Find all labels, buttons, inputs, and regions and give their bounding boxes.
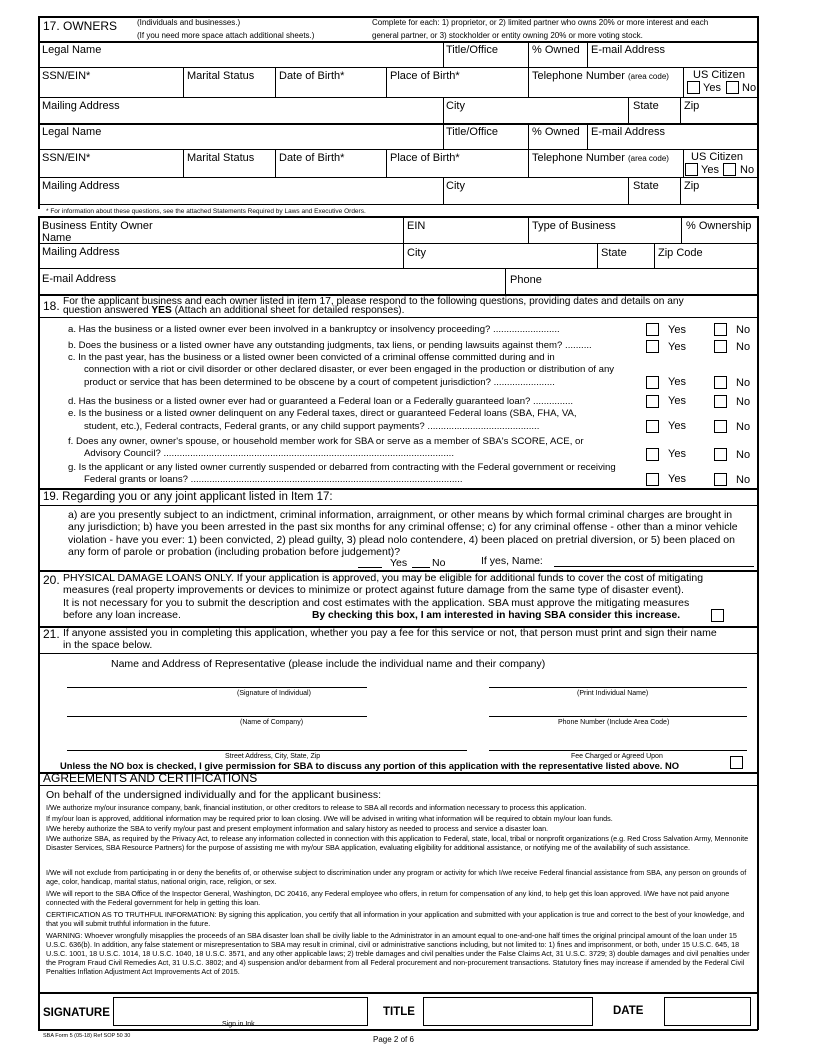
- s20-line-2: measures (real property improvements or devices to minimize or protect against future damage from the same type of disaster event).: [63, 584, 684, 597]
- s18-question-g: g. Is the applicant or any listed owner currently suspended or debarred from contracting with the Federal government or receiving: [68, 462, 616, 473]
- s18d-yes-checkbox[interactable]: [646, 395, 659, 408]
- phone-field[interactable]: [532, 70, 669, 83]
- s18-intro-2: question answered YES (Attach an additional sheet for detailed responses).: [63, 305, 405, 316]
- title-input[interactable]: [423, 997, 593, 1026]
- owners-note: Complete for each: 1) proprietor, or 2) limited partner who owns 20% or more interest and each: [372, 18, 709, 27]
- s18d-no-checkbox[interactable]: [714, 395, 727, 408]
- s18e-yes-checkbox[interactable]: [646, 420, 659, 433]
- entity-type-field[interactable]: Type of Business: [532, 220, 616, 232]
- s18a-no-label: No: [736, 324, 751, 336]
- entity-owner-name-line1: Business Entity Owner: [42, 220, 153, 232]
- s19-line-2: any jurisdiction; b) have you been arrested in the past six months for any criminal offense; c) for any criminal offense - other than a minor vehicle: [68, 521, 738, 534]
- s21-rep-heading: Name and Address of Representative (please include the individual name and their company): [111, 658, 546, 670]
- entity-mailing-field[interactable]: Mailing Address: [42, 246, 120, 258]
- rep-phone-caption: Phone Number (Include Area Code): [558, 719, 670, 726]
- phone-hint-2: (area code): [628, 154, 669, 163]
- s18-question-e: e. Is the business or a listed owner delinquent on any Federal taxes, direct or guaranteed Federal loans (SBA, FHA, VA,: [68, 408, 577, 419]
- dob-field[interactable]: Date of Birth*: [279, 70, 345, 82]
- us-citizen-label-2: US Citizen: [691, 151, 743, 163]
- title-label: TITLE: [383, 1006, 415, 1018]
- agreements-behalf: On behalf of the undersigned individually and for the applicant business:: [46, 789, 382, 801]
- agreements-title: AGREEMENTS AND CERTIFICATIONS: [43, 771, 258, 785]
- s18b-yes-label: Yes: [668, 341, 686, 353]
- phone-field-2[interactable]: [532, 152, 669, 165]
- entity-state-field[interactable]: State: [601, 247, 627, 259]
- s19-title: 19. Regarding you or any joint applicant listed in Item 17:: [43, 491, 333, 503]
- s18-intro: For the applicant business and each owner listed in item 17, please respond to the following questions, providing dates and details on any: [63, 296, 684, 307]
- s18a-no-checkbox[interactable]: [714, 323, 727, 336]
- s18-question-d: d. Has the business or a listed owner ever had or guaranteed a Federal loan or a Federally guaranteed loan? ...............: [68, 396, 574, 407]
- rep-signature-line[interactable]: [67, 687, 367, 688]
- us-citizen-yes-checkbox-2[interactable]: [685, 163, 698, 176]
- s18-question-c-3: product or service that has been determined to be obscene by a court of competent jurisdiction? .......................: [84, 377, 555, 388]
- rep-print-name-caption: (Print Individual Name): [577, 690, 649, 697]
- pob-field[interactable]: Place of Birth*: [390, 70, 460, 82]
- pob-field-2[interactable]: Place of Birth*: [390, 152, 460, 164]
- rep-phone-line[interactable]: [489, 716, 747, 717]
- entity-owner-name-line2: Name: [42, 232, 72, 244]
- city-field[interactable]: City: [446, 100, 465, 112]
- s18c-no-checkbox[interactable]: [714, 376, 727, 389]
- agreement-p3: I/We hereby authorize the SBA to verify my/our past and present employment information and salary history as needed to process and service a disaster loan.: [46, 824, 549, 833]
- us-citizen-no-checkbox-2[interactable]: [723, 163, 736, 176]
- ssn-field[interactable]: SSN/EIN*: [42, 70, 91, 82]
- s18e-no-checkbox[interactable]: [714, 420, 727, 433]
- entity-pct-field[interactable]: % Ownership: [686, 220, 752, 232]
- s19-question: [68, 509, 758, 559]
- marital-status-field[interactable]: Marital Status: [187, 70, 255, 82]
- s18f-no-label: No: [736, 449, 751, 461]
- rep-street-caption: Street Address, City, State, Zip: [225, 753, 321, 760]
- entity-email-field[interactable]: E-mail Address: [42, 273, 116, 285]
- agreement-p2: If my/our loan is approved, additional information may be required prior to loan closing. I/We will be advised in writing what information will be required to obtain my/our loan funds.: [46, 814, 613, 823]
- ssn-field-2[interactable]: SSN/EIN*: [42, 152, 91, 164]
- s18d-no-label: No: [736, 396, 751, 408]
- s18b-yes-checkbox[interactable]: [646, 340, 659, 353]
- owners-subtitle-2: (If you need more space attach additional sheets.): [137, 31, 315, 40]
- owners-footnote: * For information about these questions, see the attached Statements Required by Laws and Executive Orders.: [46, 208, 366, 215]
- signature-label: SIGNATURE: [43, 1007, 110, 1019]
- rep-permission-no-checkbox[interactable]: [730, 756, 743, 769]
- entity-ein-field[interactable]: EIN: [407, 220, 426, 232]
- s19-line-1: a) are you presently subject to an indictment, criminal information, arraignment, or other means by which formal criminal charges are brought in: [68, 509, 733, 521]
- s18-question-e-2: student, etc.), Federal contracts, Federal grants, or any child support payments? ..........................................: [84, 421, 540, 432]
- rep-signature-caption: (Signature of Individual): [237, 690, 311, 697]
- date-input[interactable]: [664, 997, 751, 1026]
- s18g-yes-label: Yes: [668, 473, 686, 485]
- rep-company-line[interactable]: [67, 716, 367, 717]
- owners-note-2: general partner, or 3) stockholder or entity owning 20% or more voting stock.: [372, 31, 643, 40]
- entity-owner-name-field[interactable]: [42, 220, 153, 244]
- pct-owned-field[interactable]: % Owned: [532, 44, 580, 56]
- email-field[interactable]: E-mail Address: [591, 44, 665, 56]
- marital-status-field-2[interactable]: Marital Status: [187, 152, 255, 164]
- s18-question-g-2: Federal grants or loans? ......................................................................................................: [84, 474, 463, 485]
- s18e-yes-label: Yes: [668, 420, 686, 432]
- s18f-yes-label: Yes: [668, 448, 686, 460]
- us-citizen-yes-checkbox[interactable]: [687, 81, 700, 94]
- email-field-2[interactable]: E-mail Address: [591, 126, 665, 138]
- rep-fee-line[interactable]: [489, 750, 747, 751]
- us-citizen-yes-label-2: Yes: [701, 164, 719, 176]
- rep-street-line[interactable]: [67, 750, 467, 751]
- s18g-no-checkbox[interactable]: [714, 473, 727, 486]
- s18b-no-label: No: [736, 341, 751, 353]
- rep-print-name-line[interactable]: [489, 687, 747, 688]
- s18-question-f: f. Does any owner, owner's spouse, or household member work for SBA or serve as a member of SBA's SCORE, ACE, or: [68, 436, 584, 447]
- s19-line-3: violation - have you ever: 1) been convicted, 2) plead guilty, 3) plead nolo contendere, 4) been placed on pretrial diversion, or 5) been placed on: [68, 533, 735, 546]
- pct-owned-field-2[interactable]: % Owned: [532, 126, 580, 138]
- s18-question-c-2: connection with a riot or civil disorder or other declared disaster, or ever been engaged in the production or distribution of any: [84, 364, 615, 375]
- agreement-p1: I/We authorize my/our insurance company, bank, financial institution, or other creditors to release to SBA all records and information necessary to process this application.: [46, 803, 587, 812]
- s18-question-f-2: Advisory Council? .............................................................................................................: [84, 448, 454, 459]
- s18e-no-label: No: [736, 421, 751, 433]
- title-office-field-2[interactable]: Title/Office: [446, 126, 498, 138]
- s18c-yes-label: Yes: [668, 376, 686, 388]
- agreement-p8: WARNING: Whoever wrongfully misapplies the proceeds of an SBA disaster loan shall be civilly liable to the Administrator in an amount equal to one-and-one half times the original principal amount of the loan under 15 U.S.C. 636(b). In addition, any false statement or misrepresentation to SBA may result in criminal, civil or administrative sanctions including, but not limited to: 1) fines and imprisonment, or both, under 15 U.S.C. 645, 18 U.S.C. 1001, 18 U.S.C. 1014, 18 U.S.C. 1040, 18 U.S.C. 3571, and any other applicable laws; 2) treble damages and civil penalties under the False Claims Act, 31 U.S.C. 3729; 3) double damages and civil penalties under the Program Fraud Civil Remedies Act, 31 U.S.C. 3802; and 4) suspension and/or debarment from all Federal procurement and non-procurement transactions. Statutory fines may increase if amended by the Federal Civil Penalties Inflation Adjustment Act Improvements Act of 2015.: [46, 931, 750, 976]
- agreement-p7: CERTIFICATION AS TO TRUTHFUL INFORMATION: By signing this application, you certify that all information in your application and submitted with your application is true and correct to the best of your knowledge, and that you will submit truthful information in the future.: [46, 910, 745, 928]
- zip-field-2[interactable]: Zip: [684, 180, 700, 192]
- title-office-field[interactable]: Title/Office: [446, 44, 498, 56]
- s18-question-b: b. Does the business or a listed owner have any outstanding judgments, tax liens, or pending lawsuits against them? ..........: [68, 340, 592, 351]
- s20-line-1: PHYSICAL DAMAGE LOANS ONLY. If your application is approved, you may be eligible for additional funds to cover the cost of mitigating: [63, 572, 704, 584]
- state-field[interactable]: State: [633, 100, 659, 112]
- form-number: SBA Form 5 (05-18) Ref SOP 50 30: [43, 1033, 131, 1039]
- s18g-yes-checkbox[interactable]: [646, 473, 659, 486]
- state-field-2[interactable]: State: [633, 180, 659, 192]
- phone-label: Telephone Number: [532, 70, 625, 82]
- s18c-yes-checkbox[interactable]: [646, 376, 659, 389]
- us-citizen-no-label-2: No: [740, 164, 755, 176]
- rep-fee-caption: Fee Charged or Agreed Upon: [571, 753, 663, 760]
- agreement-p5: I/We will not exclude from participating in or deny the benefits of, or otherwise subject to discrimination under any program or activity for which I/we receive Federal financial assistance from SBA, any person on grounds of age, color, handicap, marital status, national origin, race, religion, or sex.: [46, 868, 747, 886]
- s18-number: 18.: [43, 299, 60, 313]
- zip-field[interactable]: Zip: [684, 100, 700, 112]
- s21-line-1: If anyone assisted you in completing this application, whether you pay a fee for this service or not, that person must print and sign their name: [63, 627, 717, 639]
- rep-company-caption: (Name of Company): [240, 719, 304, 726]
- s18d-yes-label: Yes: [668, 395, 686, 407]
- s20-consent-checkbox[interactable]: [711, 609, 724, 622]
- dob-field-2[interactable]: Date of Birth*: [279, 152, 345, 164]
- s18b-no-checkbox[interactable]: [714, 340, 727, 353]
- mailing-address-field-2[interactable]: Mailing Address: [42, 180, 120, 192]
- city-field-2[interactable]: City: [446, 180, 465, 192]
- s19-yes-label: Yes: [390, 557, 408, 569]
- s18a-yes-checkbox[interactable]: [646, 323, 659, 336]
- s18g-no-label: No: [736, 474, 751, 486]
- s18f-no-checkbox[interactable]: [714, 448, 727, 461]
- s19-ifyes-label: If yes, Name:: [481, 555, 543, 567]
- s19-name-input[interactable]: [554, 566, 754, 567]
- us-citizen-no-label: No: [742, 82, 757, 94]
- agreement-p6: I/We will report to the SBA Office of the Inspector General, Washington, DC 20416, any Federal employee who offers, in return for compensation of any kind, to help get this loan approved. I/We have not paid anyone connected with the Federal government for help in getting this loan.: [46, 889, 730, 907]
- s20-line-4: before any loan increase.: [63, 609, 181, 622]
- mailing-address-field[interactable]: Mailing Address: [42, 100, 120, 112]
- entity-phone-field[interactable]: Phone: [510, 274, 542, 286]
- page-number: Page 2 of 6: [373, 1035, 414, 1044]
- us-citizen-no-checkbox[interactable]: [726, 81, 739, 94]
- s20-line-3: It is not necessary for you to submit the description and cost estimates with the application. SBA must approve the mitigating measures: [63, 596, 690, 609]
- s20-consent-text: By checking this box, I am interested in having SBA consider this increase.: [312, 610, 681, 621]
- rep-permission-text: Unless the NO box is checked, I give permission for SBA to discuss any portion of this application with the representative listed above. NO: [60, 760, 680, 771]
- us-citizen-label: US Citizen: [693, 69, 745, 81]
- us-citizen-yes-label: Yes: [703, 82, 721, 94]
- entity-city-field[interactable]: City: [407, 247, 426, 259]
- s21-text: [63, 627, 753, 652]
- s21-number: 21.: [43, 627, 60, 641]
- s20-number: 20.: [43, 573, 60, 587]
- owners-title: 17. OWNERS: [43, 19, 118, 33]
- s18-question-a: a. Has the business or a listed owner ever been involved in a bankruptcy or insolvency proceeding? .........................: [68, 324, 560, 335]
- s19-no-label: No: [432, 557, 446, 569]
- entity-zip-field[interactable]: Zip Code: [658, 247, 703, 259]
- phone-label-2: Telephone Number: [532, 152, 625, 164]
- s18f-yes-checkbox[interactable]: [646, 448, 659, 461]
- s21-line-2: in the space below.: [63, 639, 153, 652]
- agreement-p4: I/We authorize SBA, as required by the Privacy Act, to release any information collected in connection with this application to Federal, state, local, tribal or nonprofit organizations (e.g. Red Cross Salvation Army, Mennonite Disaster Services, SBA Resource Partners) for the purpose of assisting me with my/our SBA application, evaluating eligibility for additional assistance, or notifying me of the availability of such assistance.: [46, 834, 749, 852]
- owners-subtitle: (Individuals and businesses.): [137, 18, 241, 27]
- date-label: DATE: [613, 1005, 644, 1017]
- sign-in-ink-note: Sign in Ink: [222, 1021, 255, 1028]
- phone-hint: (area code): [628, 72, 669, 81]
- s19-line-4: any form of parole or probation (including probation before judgement)?: [68, 546, 401, 559]
- legal-name-field[interactable]: Legal Name: [42, 44, 102, 56]
- s18a-yes-label: Yes: [668, 324, 686, 336]
- legal-name-field-2[interactable]: Legal Name: [42, 126, 102, 138]
- s18c-no-label: No: [736, 377, 751, 389]
- s18-question-c: c. In the past year, has the business or a listed owner been convicted of a criminal offense committed during and in: [68, 352, 555, 363]
